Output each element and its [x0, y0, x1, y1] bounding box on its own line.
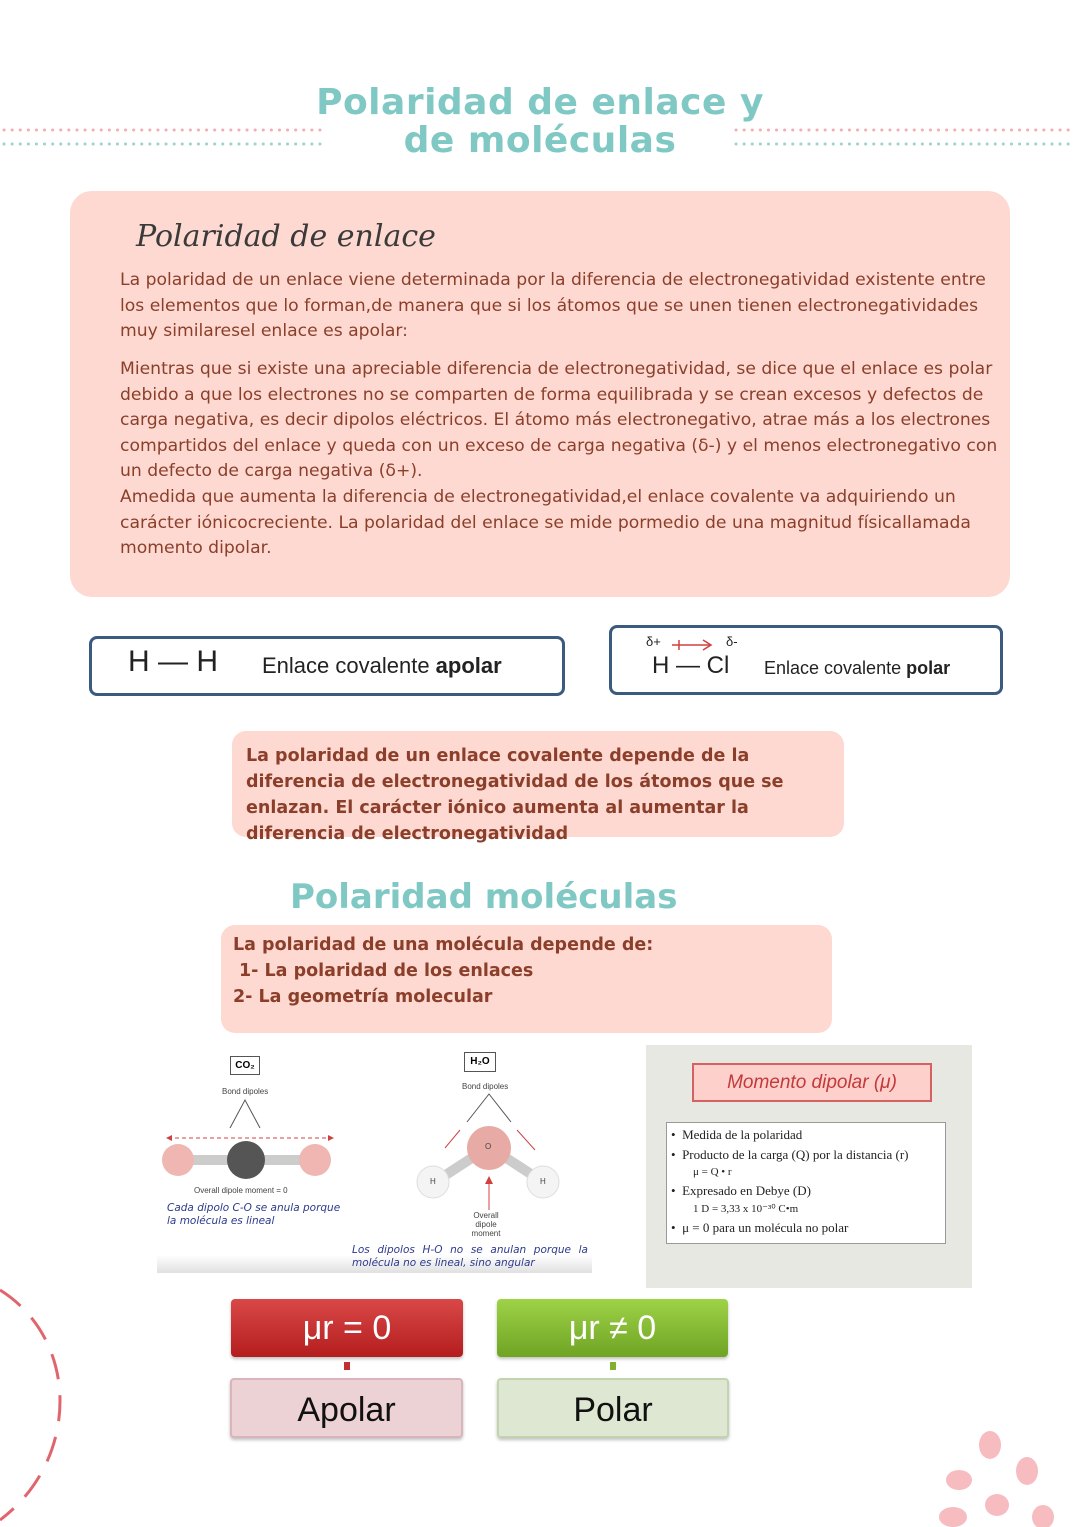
co2-formula-label: CO₂	[230, 1056, 260, 1075]
list-item: • Expresado en Debye (D)	[671, 1183, 811, 1198]
co2-bond-dipoles-label: Bond dipoles	[222, 1087, 269, 1096]
delta-plus: δ+	[646, 634, 661, 649]
h2o-caption: Los dipolos H-O no se anulan porque la molécula no es lineal, sino angular	[352, 1244, 588, 1269]
section-heading-molecule-polarity: Polaridad moléculas	[290, 877, 678, 917]
atom-h: H	[430, 1177, 436, 1186]
dotted-divider-left	[0, 125, 330, 145]
h-h-formula: H — H	[128, 645, 218, 678]
zero-dipole-label: μr = 0	[302, 1309, 392, 1347]
molecule-polarity-intro: La polaridad de una molécula depende de:	[233, 935, 654, 955]
page-title	[280, 84, 800, 160]
summary-note-text: La polaridad de un enlace covalente depende de la diferencia de electronegatividad de los átomos que se enlazan. El carácter iónico aumenta al aumentar la diferencia de electronegatividad	[246, 746, 784, 844]
page-title-line2: de moléculas	[403, 120, 677, 161]
delta-minus: δ-	[726, 634, 738, 649]
list-item: 1- La polaridad de los enlaces	[239, 961, 534, 981]
apolar-bond-box	[89, 636, 565, 696]
h-cl-formula: H — Cl	[652, 652, 730, 679]
paragraph-2	[120, 357, 1006, 562]
page-title-line1: Polaridad de enlace y	[316, 82, 764, 123]
list-item-text: Expresado en Debye (D)	[682, 1183, 811, 1198]
dotted-divider-right	[732, 125, 1080, 145]
list-item-text: Producto de la carga (Q) por la distancia (r)	[682, 1146, 909, 1162]
list-item-text: μ = 0 para un molécula no polar	[682, 1219, 849, 1235]
co2-molecule-illustration	[160, 1098, 340, 1188]
co2-caption: Cada dipolo C-O se anula porque la molécula es lineal	[167, 1202, 341, 1227]
apolar-bond-label	[262, 653, 502, 679]
dipole-moment-list	[666, 1122, 946, 1244]
atom-h: H	[540, 1177, 546, 1186]
polar-bond-label	[764, 658, 950, 679]
atom-o: O	[485, 1142, 492, 1151]
paragraph-3-text: Amedida que aumenta la diferencia de electronegatividad,el enlace covalente va adquiriendo un carácter iónicocreciente. La polaridad del enlace se mide pormedio de una magnitud físicallamada momento dipolar.	[120, 486, 971, 559]
list-item-text: Medida de la polaridad	[682, 1127, 803, 1142]
polar-result-box: Polar	[497, 1378, 729, 1438]
h2o-formula-label: H₂O	[464, 1052, 496, 1072]
paragraph-1: La polaridad de un enlace viene determinada por la diferencia de electronegatividad existente entre los elementos que lo forman,de manera que si los átomos que se unen tienen electronegatividades muy similaresel enlace es apolar:	[120, 270, 986, 342]
dipole-arrow-icon	[670, 638, 714, 652]
polar-label-prefix: Enlace covalente	[764, 658, 907, 678]
co2-overall-label: Overall dipole moment = 0	[194, 1186, 288, 1195]
list-item: 2- La geometría molecular	[233, 987, 493, 1007]
molecule-polarity-box	[221, 925, 832, 1033]
summary-note	[232, 731, 844, 844]
apolar-label-prefix: Enlace covalente	[262, 653, 436, 678]
apolar-result-box: Apolar	[230, 1378, 463, 1438]
list-item: μ = Q • r	[693, 1166, 732, 1178]
paragraph-2-text: Mientras que si existe una apreciable diferencia de electronegatividad, se dice que el enlace es polar debido a que los electrones no se comparten de forma equilibrada y se crean excesos y defectos de carga negativa, es decir dipolos eléctricos. El átomo más electronegativo, atrae más a los electrones compartidos del enlace y queda con un exceso de carga negativa (δ-) y el menos electronegativo con un defecto de carga negativa (δ+).	[120, 359, 998, 482]
nonzero-dipole-box	[497, 1299, 728, 1357]
polar-bond-box	[609, 625, 1003, 695]
list-item: • Medida de la polaridad	[671, 1127, 803, 1142]
dashed-arc-decoration	[0, 1280, 80, 1527]
arrow-down-icon	[610, 1362, 616, 1370]
overall-line1: Overall	[473, 1211, 499, 1220]
overall-line3: moment	[471, 1229, 501, 1238]
dipole-moment-title: Momento dipolar (μ)	[692, 1063, 932, 1102]
nonzero-dipole-label: μr ≠ 0	[568, 1309, 657, 1347]
section-heading-bond-polarity: Polaridad de enlace	[136, 219, 436, 254]
overall-line2: dipole	[475, 1220, 497, 1229]
list-item: • Producto de la carga (Q) por la distancia (r)	[671, 1146, 909, 1162]
arrow-down-icon	[344, 1362, 350, 1370]
h2o-overall-label	[470, 1211, 502, 1238]
h2o-molecule-illustration	[405, 1092, 575, 1210]
h2o-bond-dipoles-label: Bond dipoles	[462, 1082, 509, 1091]
molecule-polarity-list	[233, 932, 823, 1010]
dots-decoration	[925, 1425, 1080, 1527]
list-item: • μ = 0 para un molécula no polar	[671, 1219, 849, 1235]
polar-label-bold: polar	[906, 658, 951, 678]
apolar-label-bold: apolar	[435, 653, 502, 678]
zero-dipole-box	[231, 1299, 463, 1357]
list-item: 1 D = 3,33 x 10⁻³⁰ C•m	[693, 1202, 799, 1215]
